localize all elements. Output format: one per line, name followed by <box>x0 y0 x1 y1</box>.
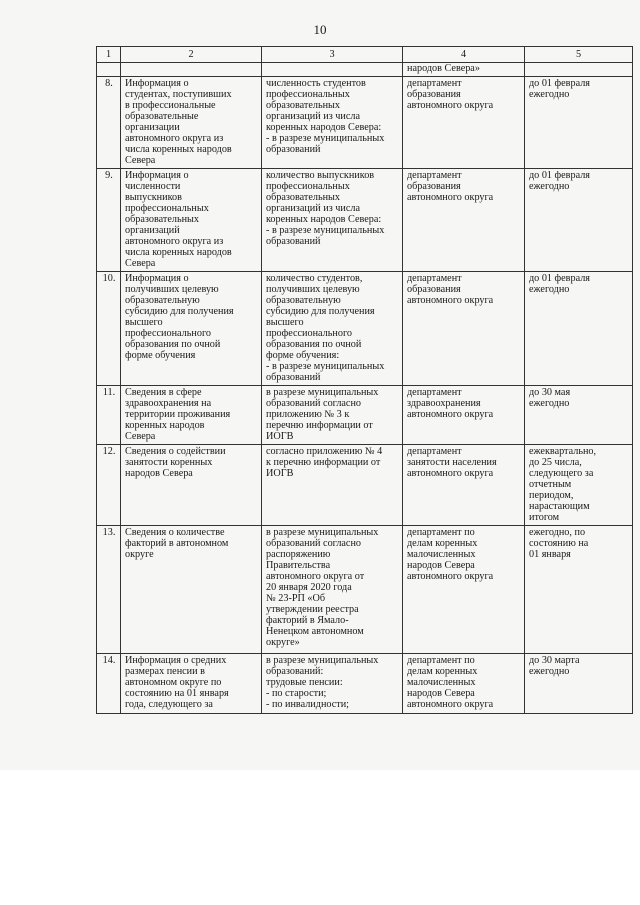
column-number: 3 <box>262 47 403 63</box>
info-detail: количество выпускников профессиональных образовательных организаций из числа коренных народов Севера: - в разрезе муниципальных образований <box>262 169 403 272</box>
info-title: Информация о студентах, поступивших в профессиональные образовательные организации автономного округа из числа коренных народов Севера <box>121 77 262 169</box>
column-number: 5 <box>525 47 633 63</box>
responsible-department: департамент образования автономного округа <box>403 77 525 169</box>
page-number: 10 <box>313 22 327 37</box>
column-number: 2 <box>121 47 262 63</box>
info-title: Сведения о содействии занятости коренных народов Севера <box>121 445 262 526</box>
row-number: 10. <box>97 272 121 386</box>
responsible-department: департамент занятости населения автономного округа <box>403 445 525 526</box>
deadline: до 30 мая ежегодно <box>525 386 633 445</box>
info-detail: в разрезе муниципальных образований согласно приложению № 3 к перечню информации от ИОГВ <box>262 386 403 445</box>
info-title: Информация о средних размерах пенсии в автономном округе по состоянию на 01 января года, следующего за <box>121 654 262 714</box>
table-row <box>97 169 633 272</box>
info-detail: в разрезе муниципальных образований согласно распоряжению Правительства автономного округа от 20 января 2020 года № 23-РП «Об утверждении реестра факторий в Ямало- Ненецком автономном округе» <box>262 526 403 654</box>
table-row <box>97 445 633 526</box>
row-number: 12. <box>97 445 121 526</box>
carryover-text: народов Севера» <box>403 63 525 77</box>
info-detail: количество студентов, получивших целевую образовательную субсидию для получения высшего профессионального образования по очной форме обучения: - в разрезе муниципальных образований <box>262 272 403 386</box>
deadline: ежегодно, по состоянию на 01 января <box>525 526 633 654</box>
table-cell <box>525 63 633 77</box>
info-detail: согласно приложению № 4 к перечню информации от ИОГВ <box>262 445 403 526</box>
row-number: 11. <box>97 386 121 445</box>
deadline: до 01 февраля ежегодно <box>525 77 633 169</box>
row-number: 13. <box>97 526 121 654</box>
table-row <box>97 77 633 169</box>
responsible-department: департамент образования автономного округа <box>403 272 525 386</box>
row-number: 8. <box>97 77 121 169</box>
info-title: Сведения о количестве факторий в автономном округе <box>121 526 262 654</box>
table-row <box>97 654 633 714</box>
responsible-department: департамент здравоохранения автономного округа <box>403 386 525 445</box>
info-title: Информация о численности выпускников профессиональных образовательных организаций автономного округа из числа коренных народов Севера <box>121 169 262 272</box>
information-table <box>96 46 633 714</box>
table-cell <box>121 63 262 77</box>
carryover-row <box>97 63 633 77</box>
column-number-row <box>97 47 633 63</box>
table-row <box>97 526 633 654</box>
deadline: до 01 февраля ежегодно <box>525 169 633 272</box>
responsible-department: департамент по делам коренных малочисленных народов Севера автономного округа <box>403 526 525 654</box>
deadline: до 01 февраля ежегодно <box>525 272 633 386</box>
column-number: 1 <box>97 47 121 63</box>
row-number: 9. <box>97 169 121 272</box>
table-row <box>97 386 633 445</box>
table-row <box>97 272 633 386</box>
deadline: ежеквартально, до 25 числа, следующего за отчетным периодом, нарастающим итогом <box>525 445 633 526</box>
info-detail: в разрезе муниципальных образований: трудовые пенсии: - по старости; - по инвалидности; <box>262 654 403 714</box>
deadline: до 30 марта ежегодно <box>525 654 633 714</box>
info-title: Сведения в сфере здравоохранения на территории проживания коренных народов Севера <box>121 386 262 445</box>
row-number: 14. <box>97 654 121 714</box>
column-number: 4 <box>403 47 525 63</box>
info-title: Информация о получивших целевую образовательную субсидию для получения высшего профессионального образования по очной форме обучения <box>121 272 262 386</box>
responsible-department: департамент образования автономного округа <box>403 169 525 272</box>
info-detail: численность студентов профессиональных образовательных организаций из числа коренных народов Севера: - в разрезе муниципальных образований <box>262 77 403 169</box>
table-cell <box>97 63 121 77</box>
table-cell <box>262 63 403 77</box>
responsible-department: департамент по делам коренных малочисленных народов Севера автономного округа <box>403 654 525 714</box>
